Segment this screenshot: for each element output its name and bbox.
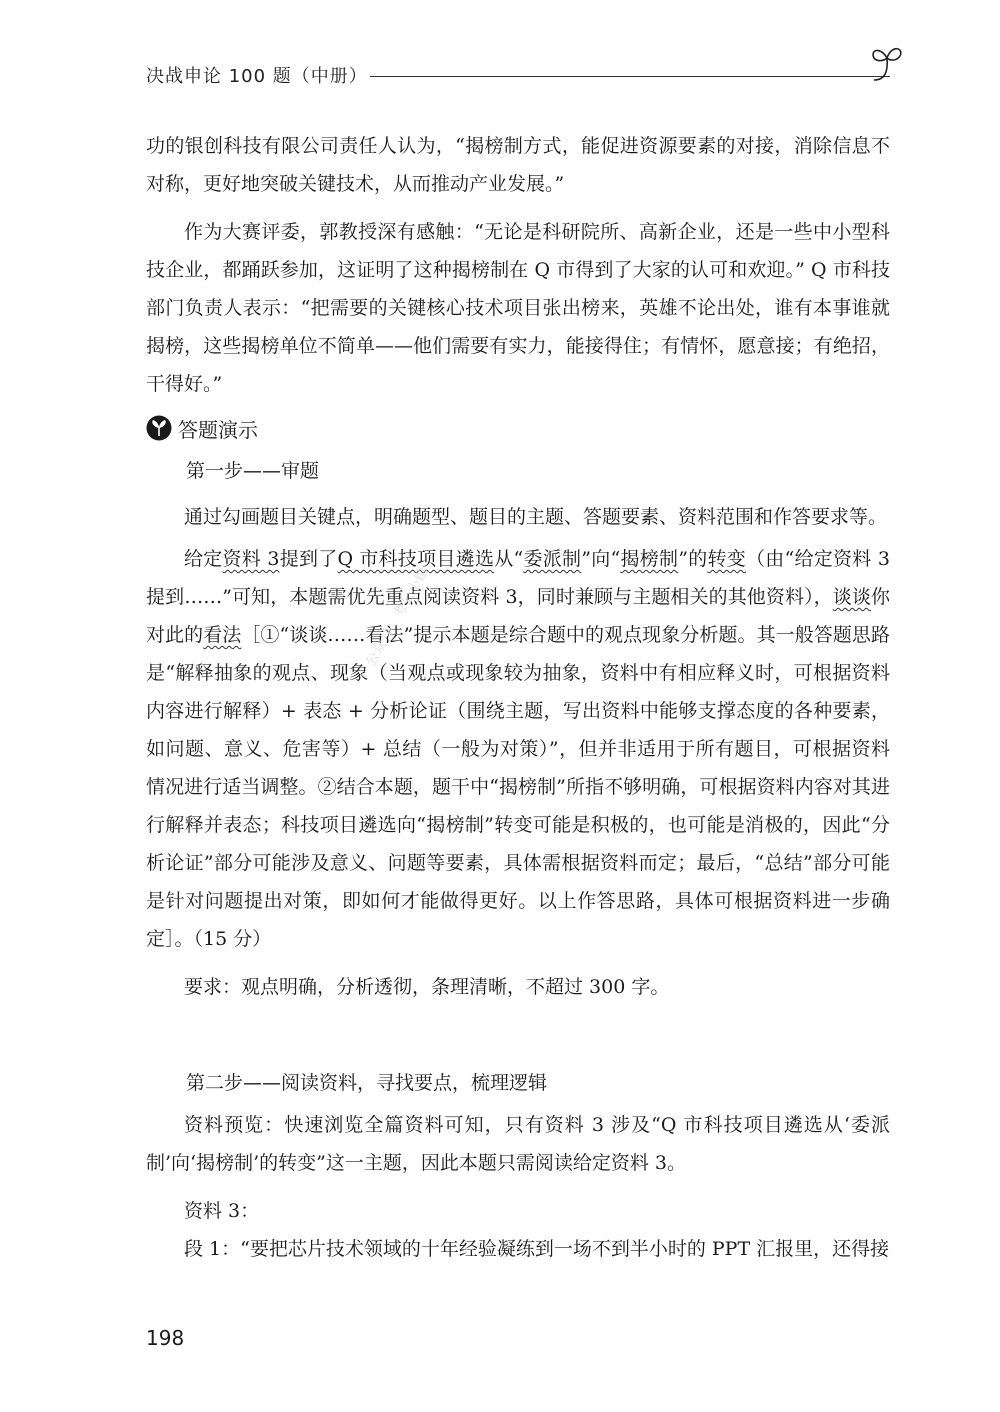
leaf-badge-icon	[146, 415, 172, 441]
question-text: 给定	[184, 548, 223, 570]
question-text: 你对此的	[146, 586, 890, 646]
intro-paragraph-1: 功的银创科技有限公司责任人认为，“揭榜制方式，能促进资源要素的对接，消除信息不对称，更好地突破关键技术，从而推动产业发展。”	[146, 135, 890, 195]
step1-question	[146, 540, 890, 958]
section-heading	[146, 413, 258, 443]
step2-material-paragraph: 段 1：“要把芯片技术领域的十年经验凝练到一场不到半小时的 PPT 汇报里，还得接	[184, 1238, 890, 1260]
running-header	[146, 62, 906, 92]
header-title: 决战申论 100 题（中册）	[146, 66, 368, 87]
step1-heading: 第一步——审题	[186, 460, 320, 482]
step1-block	[146, 498, 890, 1006]
question-text: ［①“谈谈……看法”提示本题是综合题中的观点现象分析题。其一般答题思路是“解释抽象的观点、现象（当观点或现象较为抽象，资料中有相应释义时，可根据资料内容进行解释）+ 表态 + 分析论证（围绕主题，写出资料中能够支撑态度的各种要素，如问题、意义、危害等）+ 总结（一般为对策）”，但并非适用于所有题目，可根据资料情况进行适当调整。②结合本题，题干中“揭榜制”所指不够明确，可根据资料内容对其进行解释并表态；科技项目遴选向“揭榜制”转变可能是积极的，也可能是消极的，因此“分析论证”部分可能涉及意义、问题等要素，具体需根据资料而定；最后，“总结”部分可能是针对问题提出对策，即如何才能做得更好。以上作答思路，具体可根据资料进一步确定］。（15 分）	[146, 624, 890, 950]
keyword-underline: Q 市科技项目遴选	[337, 548, 495, 570]
intro-block	[146, 127, 890, 403]
question-text: 从“	[494, 548, 524, 570]
section-title: 答题演示	[178, 417, 258, 442]
keyword-underline: 转变	[707, 548, 747, 570]
step2-block	[146, 1106, 890, 1268]
header-rule	[370, 76, 890, 77]
keyword-underline: 委派制	[523, 548, 582, 570]
question-text: ”的	[678, 548, 708, 570]
question-text: 提到了	[279, 548, 338, 570]
watermark: 公众号：考公小镇	[362, 564, 433, 670]
question-text: （由“给定资料 3 提到……”可知，本题需优先重点阅读资料 3，同时兼顾与主题相关的其他资料），	[146, 548, 890, 608]
intro-paragraph-2: 作为大赛评委，郭教授深有感触：“无论是科研院所、高新企业，还是一些中小型科技企业，都踊跃参加，这证明了这种揭榜制在 Q 市得到了大家的认可和欢迎。” Q 市科技部门负责人表示：“把需要的关键核心技术项目张出榜来，英雄不论出处，谁有本事谁就揭榜，这些揭榜单位不简单——他们需要有实力，能接得住；有情怀，愿意接；有绝招，干得好。”	[146, 221, 890, 395]
keyword-underline: 谈谈	[832, 586, 871, 608]
page-number: 198	[146, 1326, 185, 1350]
step2-material-label: 资料 3：	[184, 1200, 260, 1222]
question-text: ”向“	[581, 548, 621, 570]
keyword-underline: 资料 3	[222, 548, 280, 570]
step2-heading: 第二步——阅读资料，寻找要点，梳理逻辑	[186, 1072, 548, 1094]
step1-paragraph-1: 通过勾画题目关键点，明确题型、题目的主题、答题要素、资料范围和作答要求等。	[184, 506, 888, 528]
step1-requirements: 要求：观点明确，分析透彻，条理清晰，不超过 300 字。	[184, 976, 670, 998]
keyword-underline: 揭榜制	[620, 548, 679, 570]
sprout-icon	[868, 40, 906, 82]
keyword-underline: 看法	[203, 624, 242, 646]
step2-preview: 资料预览：快速浏览全篇资料可知，只有资料 3 涉及“Q 市科技项目遴选从‘委派制’向‘揭榜制’的转变”这一主题，因此本题只需阅读给定资料 3。	[146, 1114, 890, 1174]
